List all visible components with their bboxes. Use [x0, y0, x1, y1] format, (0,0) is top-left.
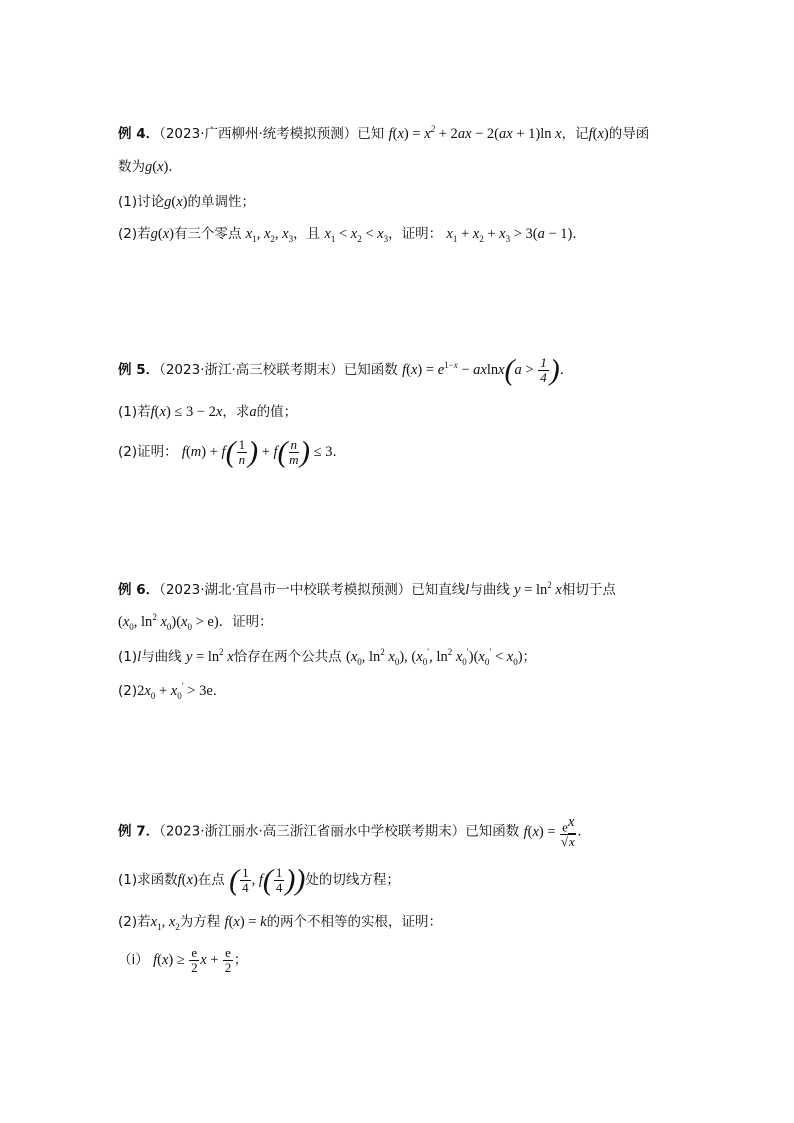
ex5-q2-text: (2)证明：: [118, 443, 178, 460]
ex7-line1: 例 7．（2023·浙江丽水·高三浙江省丽水中学校联考期末）已知函数 f(x) = $\frac{e^x}{√x}$ ．: [118, 814, 591, 850]
ex6-q1-text4: ；: [522, 649, 537, 665]
ex4-tail: 的导函: [608, 126, 650, 142]
ex6-label: 例 6．: [118, 582, 160, 598]
ex6-q1: [118, 645, 536, 667]
ex6-q1-l: l: [137, 649, 142, 665]
ex7-q1: [118, 863, 400, 897]
ex4-line2: [118, 155, 182, 176]
ex6-curve: $y = \ln^2 x$: [514, 580, 562, 598]
ex7-q3: [118, 946, 247, 975]
ex5-q1-text: (1)若: [118, 404, 151, 420]
ex5-formula: $f(x) = e^{1-x} - axlnx(a$ > $\frac{1}{4}$ ): [402, 353, 560, 387]
ex6-line1: [118, 578, 616, 599]
ex4-fx: f(x): [588, 126, 609, 142]
ex6-q2: [118, 679, 226, 701]
ex7-q2: [118, 910, 442, 932]
ex4-q1: [118, 190, 255, 211]
ex7-q1-point: ( $\frac{1}{4}$ , f( $\frac{1}{4}$ )): [229, 863, 306, 897]
ex7-q1-fx: f(x): [177, 871, 198, 888]
ex6-tail: 相切于点: [561, 582, 616, 598]
ex4-q2-text3: ，且: [293, 226, 321, 242]
ex6-q1-curve: $y = \ln^2 x$: [185, 647, 234, 665]
ex4-formula: $f(x) = x^2 + 2ax - 2(ax + 1)\ln$ x: [388, 124, 562, 142]
ex4-source: （2023·广西柳州·统考模拟预测）已知: [159, 126, 385, 142]
ex6-q1-text2: 与曲线: [141, 649, 182, 665]
ex5-label: 例 5．: [118, 361, 160, 378]
ex6-q1-text3: 恰存在两个公共点: [233, 649, 342, 665]
ex6-q2-ineq: $2x_0 + x_0' > 3e$: [137, 681, 213, 701]
ex7-source: （2023·浙江丽水·高三浙江省丽水中学校联考期末）已知函数: [159, 823, 520, 840]
ex5-q1-text2: ，求: [222, 404, 250, 420]
ex4-q2-text5: ．: [572, 226, 586, 242]
ex6-mid: 与曲线: [469, 582, 510, 598]
ex4-q2: [118, 222, 586, 244]
ex5-q1: [118, 400, 297, 421]
ex5-q2-text2: ．: [332, 443, 347, 460]
ex4-q1-text2: 的单调性；: [187, 194, 255, 210]
ex7-q2-eq: f(x) = k: [224, 914, 267, 930]
ex7-q1-text2: 在点: [197, 871, 225, 888]
ex4-q2-text: (2)若: [118, 226, 151, 242]
ex7-formula: f(x) = $\frac{e^x}{√x}$: [523, 814, 575, 850]
ex6-q2-text2: ．: [212, 683, 227, 699]
ex7-q2-text: (2)若: [118, 914, 151, 930]
ex6-q2-text: (2): [118, 683, 138, 699]
ex7-label: 例 7．: [118, 823, 160, 840]
ex5-q1-ineq: f(x) ≤ 3 − 2x: [150, 404, 223, 420]
ex5-q2: [118, 435, 347, 469]
ex4-line1: [118, 122, 649, 143]
ex4-gx: g(x): [145, 159, 169, 175]
ex4-period: ．: [168, 159, 182, 175]
ex5-source: （2023·浙江·高三校联考期末）已知函数: [159, 361, 398, 378]
ex6-l: l: [465, 582, 470, 598]
ex6-q1-text: (1): [118, 649, 138, 665]
ex4-q2-gx: g(x): [150, 226, 174, 242]
ex6-line2: [118, 610, 273, 632]
ex4-mid: ，记: [561, 126, 589, 142]
ex7-q1-text: (1)求函数: [118, 871, 178, 888]
ex7-q1-text3: 处的切线方程；: [305, 871, 400, 888]
ex4-ineq: $x_1 + x_2 + x_3 > 3(a - 1)$: [446, 226, 573, 244]
ex5-a: a: [249, 404, 257, 420]
ex5-q1-text3: 的值；: [256, 404, 298, 420]
ex7-q3-text2: ；: [233, 951, 248, 968]
ex6-point: ($x_0$, $\ln^2 x_0)(x_0 > e)$: [118, 612, 219, 632]
ex7-q3-text: （i）: [118, 951, 149, 968]
ex5-q2-formula: f(m) + f( $\frac{1}{n}$ ) + f( $\frac{n}{m}$ ) ≤ 3: [181, 435, 333, 469]
ex4-zeros: $x_1$, $x_2$, $x_3$: [245, 226, 294, 244]
ex4-q1-gx: g(x): [164, 194, 188, 210]
ex4-line2a: 数为: [118, 159, 145, 175]
ex6-source: （2023·湖北·宜昌市一中校联考模拟预测）已知直线: [159, 582, 466, 598]
ex7-q2-roots: $x_1$, $x_2$: [150, 914, 180, 932]
ex6-q1-points: ($x_0$, $\ln^2 x_0$), ($x_0'$, $\ln^2 x_0')(x_0' < x_0)$: [345, 647, 523, 667]
ex4-label: 例 4．: [118, 126, 160, 142]
ex6-line2b: ．证明：: [218, 614, 273, 630]
ex4-order: $x_1 < x_2 < x_3$: [324, 226, 389, 244]
ex5-line1: 例 5．（2023·浙江·高三校联考期末）已知函数 $f(x) = e^{1-x} - axlnx(a$ > $\frac{1}{4}$ )．: [118, 353, 574, 387]
ex7-q3-ineq: f(x) ≥ $\frac{e}{2}$ x + $\frac{e}{2}$: [153, 945, 232, 975]
ex4-q1-text: (1)讨论: [118, 194, 165, 210]
ex4-q2-text2: 有三个零点: [174, 226, 242, 242]
ex7-q2-text3: 的两个不相等的实根，证明：: [266, 914, 443, 930]
ex7-q2-text2: 为方程: [179, 914, 221, 930]
ex4-q2-text4: ，证明：: [388, 226, 443, 242]
